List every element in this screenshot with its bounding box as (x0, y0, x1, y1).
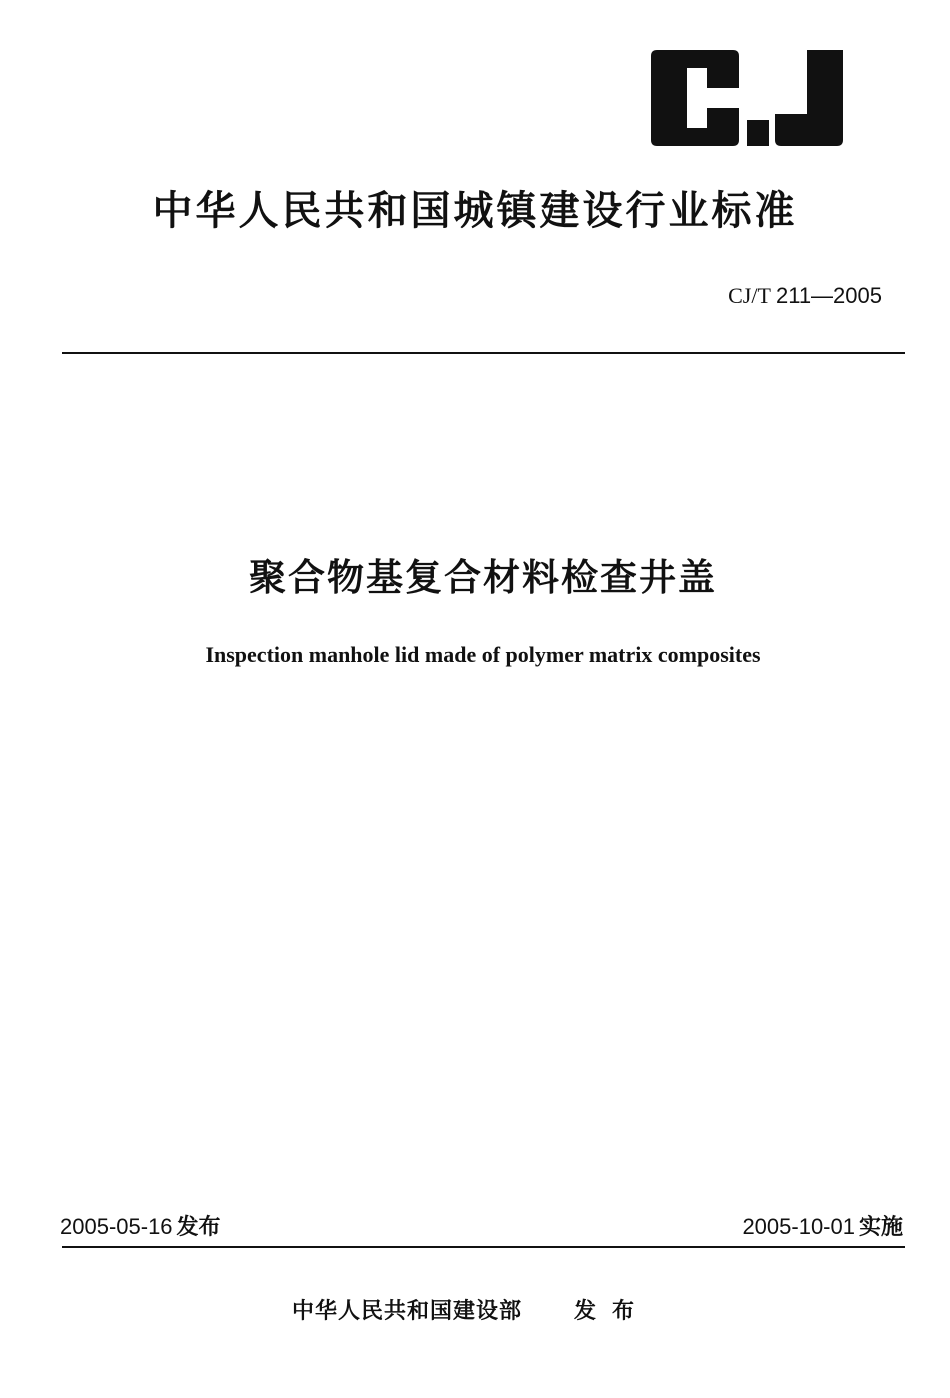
document-title-chinese: 聚合物基复合材料检查井盖 (249, 556, 717, 599)
cj-logo (647, 48, 847, 148)
effective-date-line (742, 1212, 903, 1243)
issuing-body-title: 中华人民共和国城镇建设行业标准 (152, 188, 798, 234)
bottom-divider (62, 1246, 905, 1248)
publisher-action: 发布 (574, 1299, 651, 1324)
logo-letter-j (775, 50, 843, 146)
top-divider (62, 352, 905, 354)
logo-square (747, 120, 769, 146)
issue-date-line (60, 1212, 221, 1243)
standard-prefix: CJ/T (728, 283, 771, 308)
publisher-line (292, 1296, 650, 1328)
issue-date: 2005-05-16 (60, 1214, 173, 1239)
effective-label: 实施 (858, 1215, 903, 1240)
logo-letter-c (651, 50, 739, 146)
standard-number: 211—2005 (775, 283, 882, 308)
publisher-name: 中华人民共和国建设部 (292, 1299, 523, 1324)
issue-label: 发布 (176, 1215, 221, 1240)
document-title-english: Inspection manhole lid made of polymer matrix composites (205, 642, 761, 667)
effective-date: 2005-10-01 (742, 1214, 855, 1239)
standard-code (728, 282, 882, 310)
